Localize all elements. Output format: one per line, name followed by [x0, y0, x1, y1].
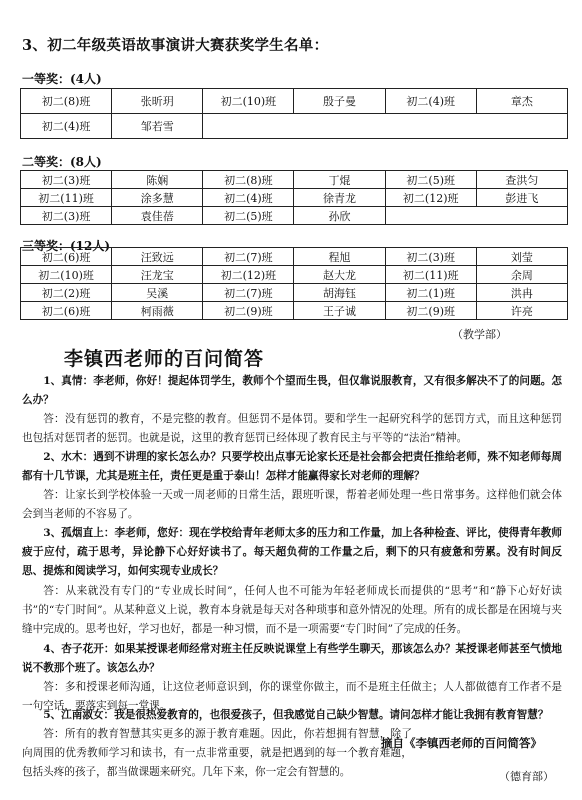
source-citation: 摘自《李镇西老师的百问简答》: [381, 736, 542, 750]
class-cell: 初二(3)班: [21, 207, 112, 225]
student-cell: 丁焜: [294, 171, 385, 189]
table-row: [21, 266, 568, 284]
class-cell: 初二(12)班: [385, 189, 476, 207]
class-cell: 初二(4)班: [21, 114, 112, 139]
question-4: 4、杏子花开：如果某授课老师经常对班主任反映说课堂上有些学生聊天，那该怎么办？某授课老师甚至气愤地说不教那个班了。该怎么办？: [22, 643, 562, 674]
student-cell: 彭进飞: [476, 189, 567, 207]
student-cell: 余周: [476, 266, 567, 284]
answer-4: 答：多和授课老师沟通，让这位老师意识到，你的课堂你做主，而不是班主任做主；人人都做德育工作者不是一句空话，要落实到每一堂课。: [22, 681, 562, 712]
question-1: 1、真情：李老师，你好！提起体罚学生，教师个个望而生畏，但仅靠说服教育，又有很多解决不了的问题。怎么办？: [22, 375, 562, 406]
class-cell: 初二(2)班: [21, 284, 112, 302]
table-row: [21, 89, 568, 114]
student-cell: 吴溪: [112, 284, 203, 302]
class-cell: 初二(3)班: [385, 248, 476, 266]
moral-dept-signature: （德育部）: [499, 770, 554, 783]
student-cell: 洪冉: [476, 284, 567, 302]
student-cell: 殷子曼: [294, 89, 385, 114]
answer-5: 答：所有的教育智慧其实更多的源于教育难题。因此，你若想拥有智慧，除了向周围的优秀教师学习和读书，有一点非常重要，就是把遇到的每一个教育难题，包括头疼的孩子，都当做课题来研究。几年下来，你一定会有智慧的。: [22, 728, 412, 778]
first-prize-table: [20, 88, 568, 139]
empty-cell: [385, 207, 567, 225]
table-row: [21, 114, 568, 139]
class-cell: 初二(11)班: [21, 189, 112, 207]
class-cell: 初二(10)班: [203, 89, 294, 114]
question-3: 3、孤烟直上：李老师，您好：现在学校给青年老师太多的压力和工作量，加上各种检查、评比，使得青年教师疲于应付，疏于思考，异论静下心好好读书了。每天超负荷的工作量之后，剩下的只有疲惫和劳累。没有时间反思、提炼和阅读学习，如何实现专业成长？: [22, 527, 562, 577]
class-cell: 初二(7)班: [203, 284, 294, 302]
question-5: 5、江南淑女：我是很热爱教育的，也很爱孩子，但我感觉自己缺少智慧。请问怎样才能让我拥有教育智慧？: [43, 709, 549, 721]
student-cell: 许亮: [476, 302, 567, 320]
table-row: [21, 189, 568, 207]
second-prize-heading: 二等奖：(8人): [22, 155, 102, 169]
first-prize-heading: 一等奖：(4人): [22, 72, 102, 86]
class-cell: 初二(3)班: [21, 171, 112, 189]
class-cell: 初二(1)班: [385, 284, 476, 302]
student-cell: 章杰: [476, 89, 567, 114]
article-title: 李镇西老师的百问简答: [64, 348, 265, 370]
class-cell: 初二(10)班: [21, 266, 112, 284]
class-cell: 初二(5)班: [203, 207, 294, 225]
teaching-dept-signature: （教学部）: [452, 328, 507, 341]
table-row: [21, 171, 568, 189]
student-cell: 刘莹: [476, 248, 567, 266]
class-cell: 初二(5)班: [385, 171, 476, 189]
student-cell: 胡海钰: [294, 284, 385, 302]
student-cell: 邹若雪: [112, 114, 203, 139]
student-cell: 赵大龙: [294, 266, 385, 284]
class-cell: 初二(6)班: [21, 248, 112, 266]
student-cell: 袁佳蓓: [112, 207, 203, 225]
class-cell: 初二(7)班: [203, 248, 294, 266]
student-cell: 汪龙宝: [112, 266, 203, 284]
student-cell: 涂多慧: [112, 189, 203, 207]
award-list-title: 3、初二年级英语故事演讲大赛获奖学生名单：: [22, 37, 329, 54]
question-2: 2、水木：遇到不讲理的家长怎么办？只要学校出点事无论家长还是社会都会把责任推给老师，殊不知老师每周都有十几节课，尤其是班主任，责任更是重于泰山！怎样才能赢得家长对老师的理解？: [22, 451, 562, 482]
student-cell: 张昕玥: [112, 89, 203, 114]
class-cell: 初二(9)班: [385, 302, 476, 320]
answer-2: 答：让家长到学校体验一天或一周老师的日常生活，跟班听课，帮着老师处理一些日常事务。这样他们就会体会到当老师的不容易了。: [22, 489, 562, 520]
table-row: [21, 302, 568, 320]
class-cell: 初二(4)班: [203, 189, 294, 207]
class-cell: 初二(8)班: [203, 171, 294, 189]
class-cell: 初二(9)班: [203, 302, 294, 320]
class-cell: 初二(8)班: [21, 89, 112, 114]
empty-cell: [203, 114, 568, 139]
student-cell: 孙欣: [294, 207, 385, 225]
student-cell: 查洪匀: [476, 171, 567, 189]
student-cell: 徐青龙: [294, 189, 385, 207]
answer-1: 答：没有惩罚的教育，不是完整的教育。但惩罚不是体罚。要和学生一起研究科学的惩罚方式，而且这种惩罚也包括对惩罚者的惩罚。也就是说，这里的教育惩罚已经体现了教育民主与平等的“法治”精神。: [22, 413, 562, 444]
answer-3: 答：从来就没有专门的“专业成长时间”，任何人也不可能为年轻老师成长而提供的“思考”和“静下心好好读书”的“专门时间”。从某种意义上说，教育本身就是每天对各种琐事和意外情况的处理。所有的成长都是在困境与夹缝中完成的。思考也好，学习也好，都是一种习惯，而不是一项需要“专门时间”了完成的任务。: [22, 585, 562, 635]
table-row: [21, 248, 568, 266]
table-row: [21, 284, 568, 302]
table-row: [21, 207, 568, 225]
second-prize-table: [20, 170, 568, 225]
class-cell: 初二(4)班: [385, 89, 476, 114]
student-cell: 程旭: [294, 248, 385, 266]
student-cell: 柯雨薇: [112, 302, 203, 320]
student-cell: 汪致远: [112, 248, 203, 266]
student-cell: 陈娴: [112, 171, 203, 189]
class-cell: 初二(11)班: [385, 266, 476, 284]
student-cell: 王子诚: [294, 302, 385, 320]
third-prize-heading: 三等奖：(12人): [22, 239, 111, 253]
third-prize-table: [20, 247, 568, 320]
class-cell: 初二(12)班: [203, 266, 294, 284]
class-cell: 初二(6)班: [21, 302, 112, 320]
